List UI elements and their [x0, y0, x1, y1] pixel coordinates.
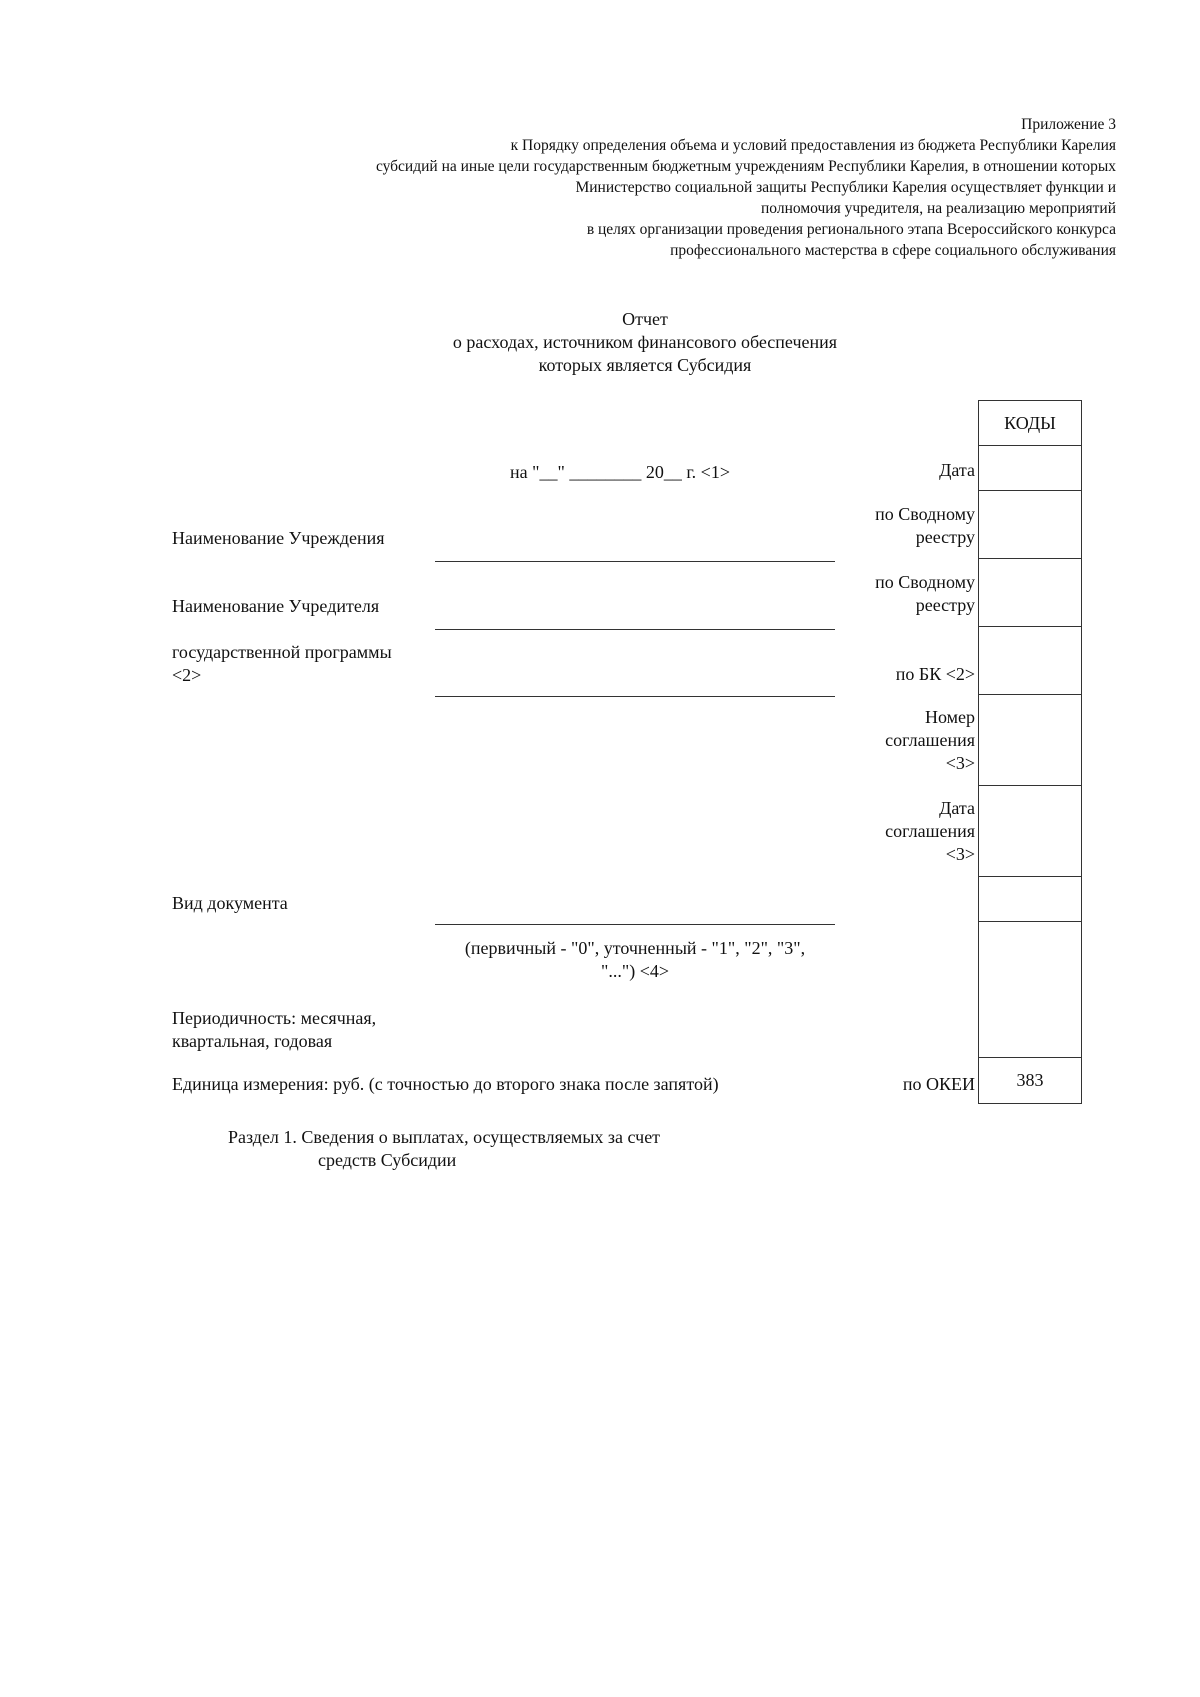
doc-type-code-cell [979, 877, 1081, 922]
agreement-number-line: <3> [945, 753, 975, 773]
agreement-number-code-cell [979, 695, 1081, 786]
doc-type-underline [435, 924, 835, 925]
registry-label-line: по Сводному [875, 572, 975, 592]
agreement-date-line: Дата [939, 798, 975, 818]
title-line: о расходах, источником финансового обеспечения [452, 332, 838, 352]
agreement-number-label [885, 706, 975, 775]
agreement-date-line: <3> [945, 844, 975, 864]
registry-label-line: реестру [915, 595, 975, 615]
appendix-line: полномочия учредителя, на реализацию мероприятий [761, 200, 1116, 217]
title-line: Отчет [622, 309, 668, 329]
appendix-line: профессионального мастерства в сфере социального обслуживания [670, 242, 1116, 259]
okei-code-cell: 383 [1016, 1070, 1044, 1090]
appendix-line: Приложение 3 [1021, 116, 1116, 133]
registry-label-line: по Сводному [875, 504, 975, 524]
registry-code-label [875, 503, 975, 549]
institution-registry-code-cell [979, 491, 1081, 559]
doc-type-hint [435, 937, 835, 983]
registry-label-line: реестру [915, 527, 975, 547]
program-label-line: государственной программы [172, 642, 392, 662]
founder-label: Наименование Учредителя [172, 596, 380, 616]
program-label [172, 641, 392, 687]
unit-label: Единица измерения: руб. (с точностью до второго знака после запятой) [172, 1074, 719, 1094]
doc-type-label: Вид документа [172, 893, 288, 913]
okei-code-label: по ОКЕИ [902, 1074, 975, 1094]
bk-code-cell [979, 627, 1081, 695]
institution-label: Наименование Учреждения [172, 528, 385, 548]
registry-code-label [875, 571, 975, 617]
codes-table [978, 400, 1082, 1104]
agreement-date-label [885, 797, 975, 866]
date-code-cell [979, 446, 1081, 491]
doc-type-hint-line: (первичный - "0", уточненный - "1", "2", "3", [464, 938, 806, 958]
report-title [300, 308, 990, 377]
agreement-date-line: соглашения [885, 821, 975, 841]
doc-type-hint-line: "...") <4> [601, 961, 669, 981]
section-heading-line: Раздел 1. Сведения о выплатах, осуществляемых за счет [228, 1127, 661, 1147]
appendix-header [150, 114, 1116, 261]
program-label-line: <2> [172, 665, 202, 685]
agreement-number-line: Номер [924, 707, 975, 727]
appendix-line: Министерство социальной защиты Республики Карелия осуществляет функции и [575, 179, 1116, 196]
report-date-line: на "__" ________ 20__ г. <1> [510, 462, 730, 482]
program-underline [435, 696, 835, 697]
bk-code-label: по БК <2> [895, 664, 975, 684]
periodicity-code-cell [979, 922, 1081, 1058]
section-heading [228, 1126, 660, 1172]
date-code-label: Дата [939, 460, 975, 480]
title-line: которых является Субсидия [538, 355, 752, 375]
periodicity-line: квартальная, годовая [172, 1031, 333, 1051]
agreement-number-line: соглашения [885, 730, 975, 750]
appendix-line: в целях организации проведения регионального этапа Всероссийского конкурса [586, 221, 1116, 238]
appendix-line: субсидий на иные цели государственным бюджетным учреждениям Республики Карелия, в отношении которых [375, 158, 1116, 175]
section-heading-line: средств Субсидии [318, 1150, 457, 1170]
periodicity-label [172, 1007, 376, 1053]
appendix-line: к Порядку определения объема и условий предоставления из бюджета Республики Карелия [510, 137, 1116, 154]
periodicity-line: Периодичность: месячная, [172, 1008, 377, 1028]
founder-underline [435, 629, 835, 630]
founder-registry-code-cell [979, 559, 1081, 627]
institution-underline [435, 561, 835, 562]
agreement-date-code-cell [979, 786, 1081, 877]
codes-header: КОДЫ [979, 401, 1081, 446]
